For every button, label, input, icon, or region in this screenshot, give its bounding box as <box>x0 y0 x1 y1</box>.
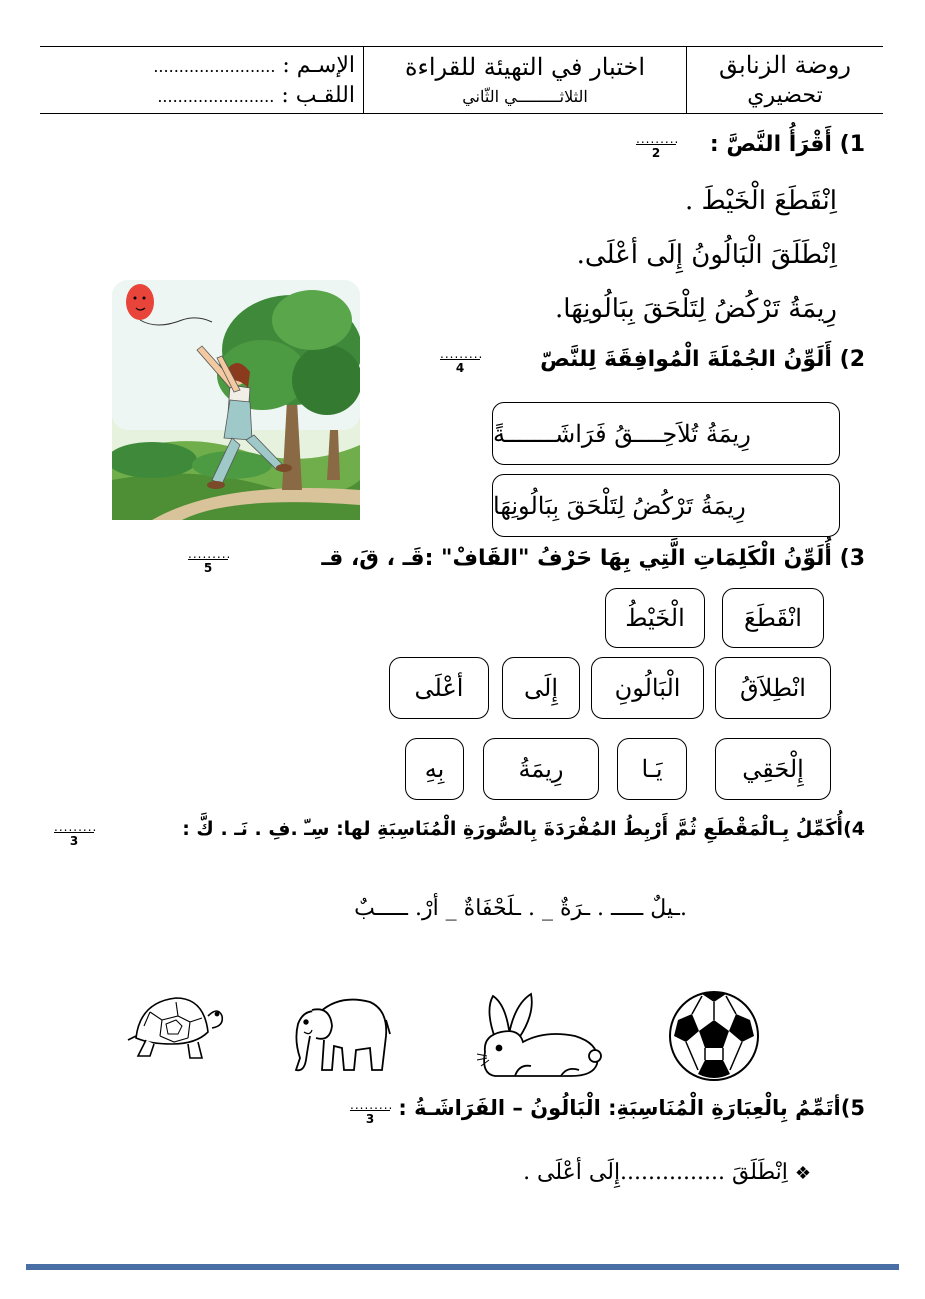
q3-word-box[interactable] <box>722 588 824 648</box>
q5-sentence[interactable]: اِنْطَلَقَ ...............إِلَى أعْلَى . <box>523 1160 788 1185</box>
q4-number: 4) <box>843 818 865 840</box>
name-label: الإسـم : <box>282 53 355 78</box>
q3-word-box[interactable] <box>591 657 704 719</box>
q3-word-box[interactable] <box>389 657 489 719</box>
q2-option-2-text: رِيمَةُ تَرْكُضُ لِتَلْحَقَ بِبَالُونِهَا <box>493 491 746 520</box>
q3-title-row <box>321 546 865 571</box>
q3-number: 3) <box>839 546 865 571</box>
bullet-icon: ❖ <box>794 1163 811 1184</box>
q3-score-value: 5 <box>203 561 213 575</box>
q3-word-text: انْقَطَعَ <box>744 604 802 632</box>
test-title: اختبار في التهيئة للقراءة <box>404 53 646 81</box>
q4-score <box>54 820 98 849</box>
level-label: تحضيري <box>747 83 823 108</box>
surname-dots: ....................... <box>157 87 275 106</box>
q1-title: أَقْرَأُ النَّصَّ : <box>709 132 832 157</box>
q3-word-box[interactable] <box>715 738 831 800</box>
q4-score-value: 3 <box>69 834 79 848</box>
q2-option-1-text: رِيمَةُ تُلاَحِــــقُ فَرَاشَـــــــةً <box>493 419 751 448</box>
q3-word-text: رِيمَةُ <box>518 755 564 783</box>
q3-word-box[interactable] <box>617 738 687 800</box>
q4-score-dots: ......... <box>54 820 98 834</box>
q2-number: 2) <box>839 347 865 372</box>
q3-score <box>188 547 232 576</box>
q3-word-text: إِلَى <box>524 674 558 702</box>
school-name: روضة الزنابق <box>719 51 851 79</box>
q1-score-dots: ......... <box>636 132 680 146</box>
q2-score-value: 4 <box>455 361 465 375</box>
header-table <box>40 46 883 114</box>
q5-title: أتَمِّمُ بِالْعِبَارَةِ الْمُنَاسِبَةِ: الْبَالُونُ – الفَرَاشَـةُ : <box>398 1096 841 1120</box>
q5-score-value: 3 <box>365 1112 375 1126</box>
q1-line-2: اِنْطَلَقَ الْبَالُونُ إِلَى أعْلَى. <box>576 240 837 270</box>
q1-line-1: اِنْقَطَعَ الْخَيْطَ . <box>684 186 837 216</box>
q5-title-row <box>398 1096 865 1120</box>
q3-word-box[interactable] <box>502 657 580 719</box>
q2-title: أَلَوِّنُ الجُمْلَةَ الْمُوافِقَةَ لِلنَّصّ <box>540 347 832 372</box>
q1-title-row <box>710 132 865 157</box>
q3-word-text: أعْلَى <box>414 674 464 702</box>
q3-word-box[interactable] <box>405 738 464 800</box>
q2-score <box>440 347 484 376</box>
name-row <box>153 53 355 78</box>
q1-line-3: رِيمَةُ تَرْكُضُ لِتَلْحَقَ بِبَالُونِهَا. <box>555 294 837 324</box>
q4-title: أُكَمِّلُ بِـالْمَقْطَعِ ثُمَّ أَرْبِطُ المُفْرَدَةَ بِالصُّورَةِ الْمُنَاسِبَةِ لها: سِـّ .فِ . نَـ . كَّ : <box>182 818 844 840</box>
q3-word-box[interactable] <box>605 588 705 648</box>
term-label: الثلاثـــــــــي الثّاني <box>462 87 588 106</box>
ball-image[interactable] <box>668 990 760 1082</box>
rabbit-image[interactable] <box>475 990 605 1080</box>
q3-word-text: بِهِ <box>424 755 445 783</box>
q3-score-dots: ......... <box>188 547 232 561</box>
q2-option-2[interactable] <box>492 474 840 537</box>
girl-balloon-illustration <box>112 280 360 520</box>
q3-word-box[interactable] <box>483 738 599 800</box>
q3-word-box[interactable] <box>715 657 831 719</box>
q3-word-text: الْخَيْطُ <box>625 604 685 632</box>
title-cell <box>363 47 687 113</box>
q3-word-text: الْبَالُونِ <box>614 674 681 702</box>
q1-number: 1) <box>839 132 865 157</box>
surname-row <box>157 83 355 108</box>
q5-score <box>350 1098 394 1127</box>
footer-bar <box>26 1264 899 1270</box>
q5-sentence-row <box>523 1160 811 1185</box>
q1-score <box>636 132 680 161</box>
q1-score-value: 2 <box>651 146 661 160</box>
q2-score-dots: ......... <box>440 347 484 361</box>
q2-option-1[interactable] <box>492 402 840 465</box>
turtle-image[interactable] <box>126 992 224 1062</box>
q4-title-row <box>182 818 865 840</box>
student-cell <box>40 47 365 113</box>
elephant-image[interactable] <box>290 990 392 1076</box>
name-dots: ........................ <box>153 57 276 76</box>
q3-word-text: انْطِلاَقُ <box>740 674 806 702</box>
q3-word-text: يَـا <box>641 755 663 783</box>
q2-title-row <box>540 347 865 372</box>
school-cell <box>687 47 883 113</box>
q5-number: 5) <box>840 1096 865 1120</box>
q3-word-text: إِلْحَقِي <box>742 755 804 783</box>
q4-words-line: .ـيلٌ ـــــ . ـرَةٌ _ . ـلَحْفَاةٌ _ أرْ. ـــــبٌ <box>354 896 687 921</box>
q3-title: أُلَوِّنُ الْكَلِمَاتِ الَّتِي بِهَا حَرْفُ "القَافْ" :قَـ ، قَ، قـ <box>321 546 832 571</box>
surname-label: اللقـب : <box>281 83 355 108</box>
q5-score-dots: ......... <box>350 1098 394 1112</box>
